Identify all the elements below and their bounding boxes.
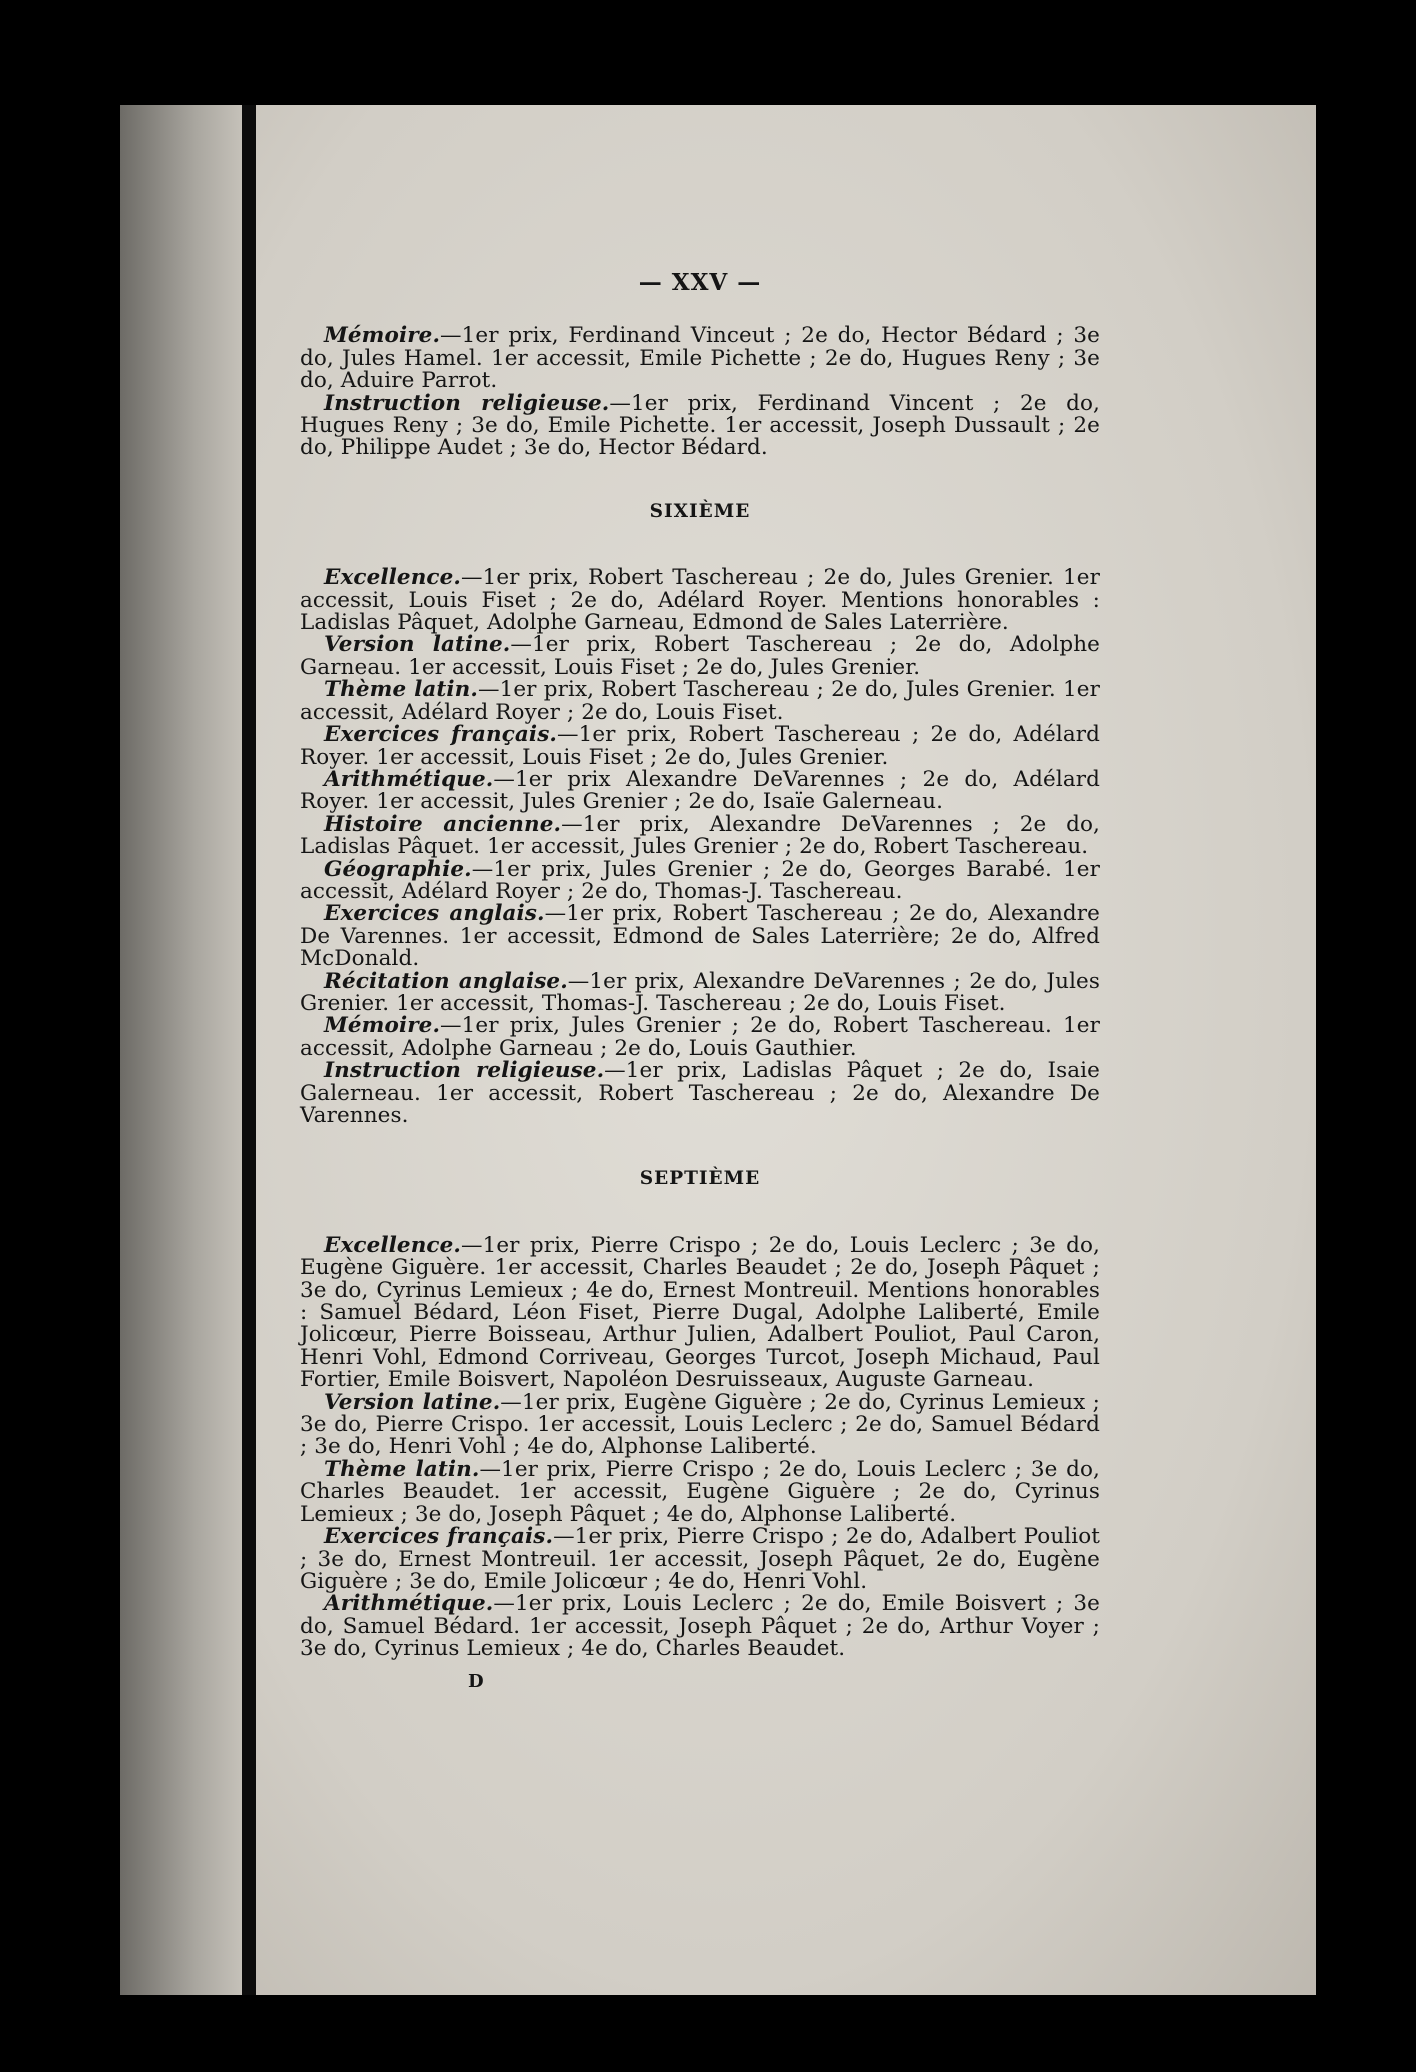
subject-label: Exercices français. — [324, 1524, 554, 1550]
prize-entry — [300, 1232, 1100, 1393]
book-gutter — [242, 105, 256, 1995]
entry-text: —1er prix, Robert Taschereau ; 2e do, Jules Grenier. 1er accessit, Adélard Royer ; 2e do, Louis Fiset. — [300, 677, 1100, 725]
entry-text: —1er prix, Louis Leclerc ; 2e do, Emile Boisvert ; 3e do, Samuel Bédard. 1er accessit, Joseph Pâquet ; 2e do, Arthur Voyer ; 3e do, Cyrinus Lemieux ; 4e do, Charles Beaudet. — [300, 1591, 1100, 1662]
prize-entry — [300, 1593, 1100, 1660]
subject-label: Exercices français. — [324, 722, 557, 748]
subject-label: Histoire ancienne. — [324, 811, 562, 837]
entry-text: —1er prix Alexandre DeVarennes ; 2e do, Adélard Royer. 1er accessit, Jules Grenier ; 2e do, Isaïe Galerneau. — [300, 766, 1100, 815]
subject-label: Arithmétique. — [324, 766, 494, 792]
subject-label: Thème latin. — [324, 1456, 480, 1482]
prize-entry — [300, 1015, 1100, 1060]
prize-entry — [300, 567, 1100, 634]
signature-mark: D — [468, 1670, 484, 1692]
entry-text: —1er prix, Robert Taschereau ; 2e do, Adélard Royer. 1er accessit, Louis Fiset ; 2e do, Jules Grenier. — [300, 722, 1100, 770]
section-heading-septieme: SEPTIÈME — [639, 1168, 761, 1190]
subject-label: Arithmétique. — [324, 1591, 494, 1617]
prize-entry — [300, 903, 1100, 970]
section-septieme — [300, 1232, 1101, 1662]
section-sixieme — [300, 567, 1100, 1127]
subject-label: Version latine. — [324, 632, 511, 658]
section-heading-sixieme: SIXIÈME — [649, 500, 751, 522]
prize-entry — [300, 856, 1100, 904]
prize-entry — [300, 1526, 1100, 1593]
prize-entry — [300, 679, 1100, 724]
prize-entry — [300, 325, 1100, 392]
prize-entry — [300, 766, 1100, 815]
entry-text: —1er prix, Pierre Crispo ; 2e do, Louis Leclerc ; 3e do, Eugène Giguère. 1er accessit, Charles Beaudet ; 2e do, Joseph Pâquet ; 3e do, Cyrinus Lemieux ; 4e do, Ernest Montreuil. Mentions honorables : Samuel Bédard, Léon Fiset, Pierre Dugal, Adolphe Laliberté, Emile Jolicœur, Pierre Boisseau, Arthur Julien, Adalbert Pouliot, Paul Caron, Henri Vohl, Edmond Corriveau, Georges Turcot, Joseph Michaud, Paul Fortier, Emile Boisvert, Napoléon Desruisseaux, Auguste Garneau. — [300, 1232, 1100, 1393]
document-page — [300, 269, 1101, 1693]
prize-entry — [300, 390, 1100, 461]
subject-label: Thème latin. — [324, 677, 478, 703]
subject-label: Mémoire. — [324, 323, 441, 349]
entry-text: —1er prix, Jules Grenier ; 2e do, Georges Barabé. 1er accessit, Adélard Royer ; 2e do, Thomas-J. Taschereau. — [300, 856, 1100, 904]
subject-label: Excellence. — [324, 565, 461, 591]
subject-label: Récitation anglaise. — [324, 968, 568, 994]
entry-text: —1er prix, Robert Taschereau ; 2e do, Jules Grenier. 1er accessit, Louis Fiset ; 2e do, Adélard Royer. Mentions honorables : Ladislas Pâquet, Adolphe Garneau, Edmond de Sales Laterrière. — [300, 565, 1100, 636]
subject-label: Version latine. — [324, 1389, 501, 1415]
subject-label: Excellence. — [324, 1232, 461, 1258]
entry-text: —1er prix, Ladislas Pâquet ; 2e do, Isaie Galerneau. 1er accessit, Robert Taschereau ; 2e do, Alexandre De Varennes. — [300, 1058, 1100, 1128]
subject-label: Géographie. — [324, 856, 472, 882]
entry-text: —1er prix, Alexandre DeVarennes ; 2e do, Jules Grenier. 1er accessit, Thomas-J. Taschereau ; 2e do, Louis Fiset. — [300, 968, 1100, 1016]
prize-entry — [300, 634, 1100, 679]
entry-text: —1er prix, Alexandre DeVarennes ; 2e do, Ladislas Pâquet. 1er accessit, Jules Grenier ; 2e do, Robert Taschereau. — [300, 811, 1100, 860]
entry-text: —1er prix, Ferdinand Vinceut ; 2e do, Hector Bédard ; 3e do, Jules Hamel. 1er accessit, Emile Pichette ; 2e do, Hugues Reny ; 3e do, Aduire Parrot. — [300, 323, 1100, 394]
entry-text: —1er prix, Robert Taschereau ; 2e do, Adolphe Garneau. 1er accessit, Louis Fiset ; 2e do, Jules Grenier. — [300, 632, 1100, 680]
entry-text: —1er prix, Robert Taschereau ; 2e do, Alexandre De Varennes. 1er accessit, Edmond de Sales Laterrière; 2e do, Alfred McDonald. — [300, 901, 1100, 972]
page-header: — XXV — — [638, 269, 762, 296]
facing-page-edge — [120, 105, 245, 1995]
prize-entry — [300, 724, 1100, 769]
subject-label: Instruction religieuse. — [324, 390, 610, 416]
prize-entry — [300, 1456, 1100, 1527]
prize-entry — [300, 1060, 1100, 1127]
prize-entry — [300, 968, 1100, 1016]
subject-label: Exercices anglais. — [324, 901, 545, 927]
entry-text: —1er prix, Eugène Giguère ; 2e do, Cyrinus Lemieux ; 3e do, Pierre Crispo. 1er accessit, Louis Leclerc ; 2e do, Samuel Bédard ; 3e do, Henri Vohl ; 4e do, Alphonse Laliberté. — [300, 1389, 1100, 1460]
section-continued — [300, 325, 1100, 459]
subject-label: Mémoire. — [324, 1013, 441, 1039]
subject-label: Instruction religieuse. — [324, 1058, 605, 1084]
prize-entry — [300, 1389, 1100, 1460]
prize-entry — [300, 811, 1100, 860]
entry-text: —1er prix, Ferdinand Vincent ; 2e do, Hugues Reny ; 3e do, Emile Pichette. 1er accessit, Joseph Dussault ; 2e do, Philippe Audet ; 3e do, Hector Bédard. — [300, 390, 1100, 461]
entry-text: —1er prix, Pierre Crispo ; 2e do, Adalbert Pouliot ; 3e do, Ernest Montreuil. 1er accessit, Joseph Pâquet, 2e do, Eugène Giguère ; 3e do, Emile Jolicœur ; 4e do, Henri Vohl. — [300, 1524, 1101, 1594]
entry-text: —1er prix, Pierre Crispo ; 2e do, Louis Leclerc ; 3e do, Charles Beaudet. 1er accessit, Eugène Giguère ; 2e do, Cyrinus Lemieux ; 3e do, Joseph Pâquet ; 4e do, Alphonse Laliberté. — [300, 1456, 1100, 1527]
entry-text: —1er prix, Jules Grenier ; 2e do, Robert Taschereau. 1er accessit, Adolphe Garneau ; 2e do, Louis Gauthier. — [300, 1013, 1100, 1061]
